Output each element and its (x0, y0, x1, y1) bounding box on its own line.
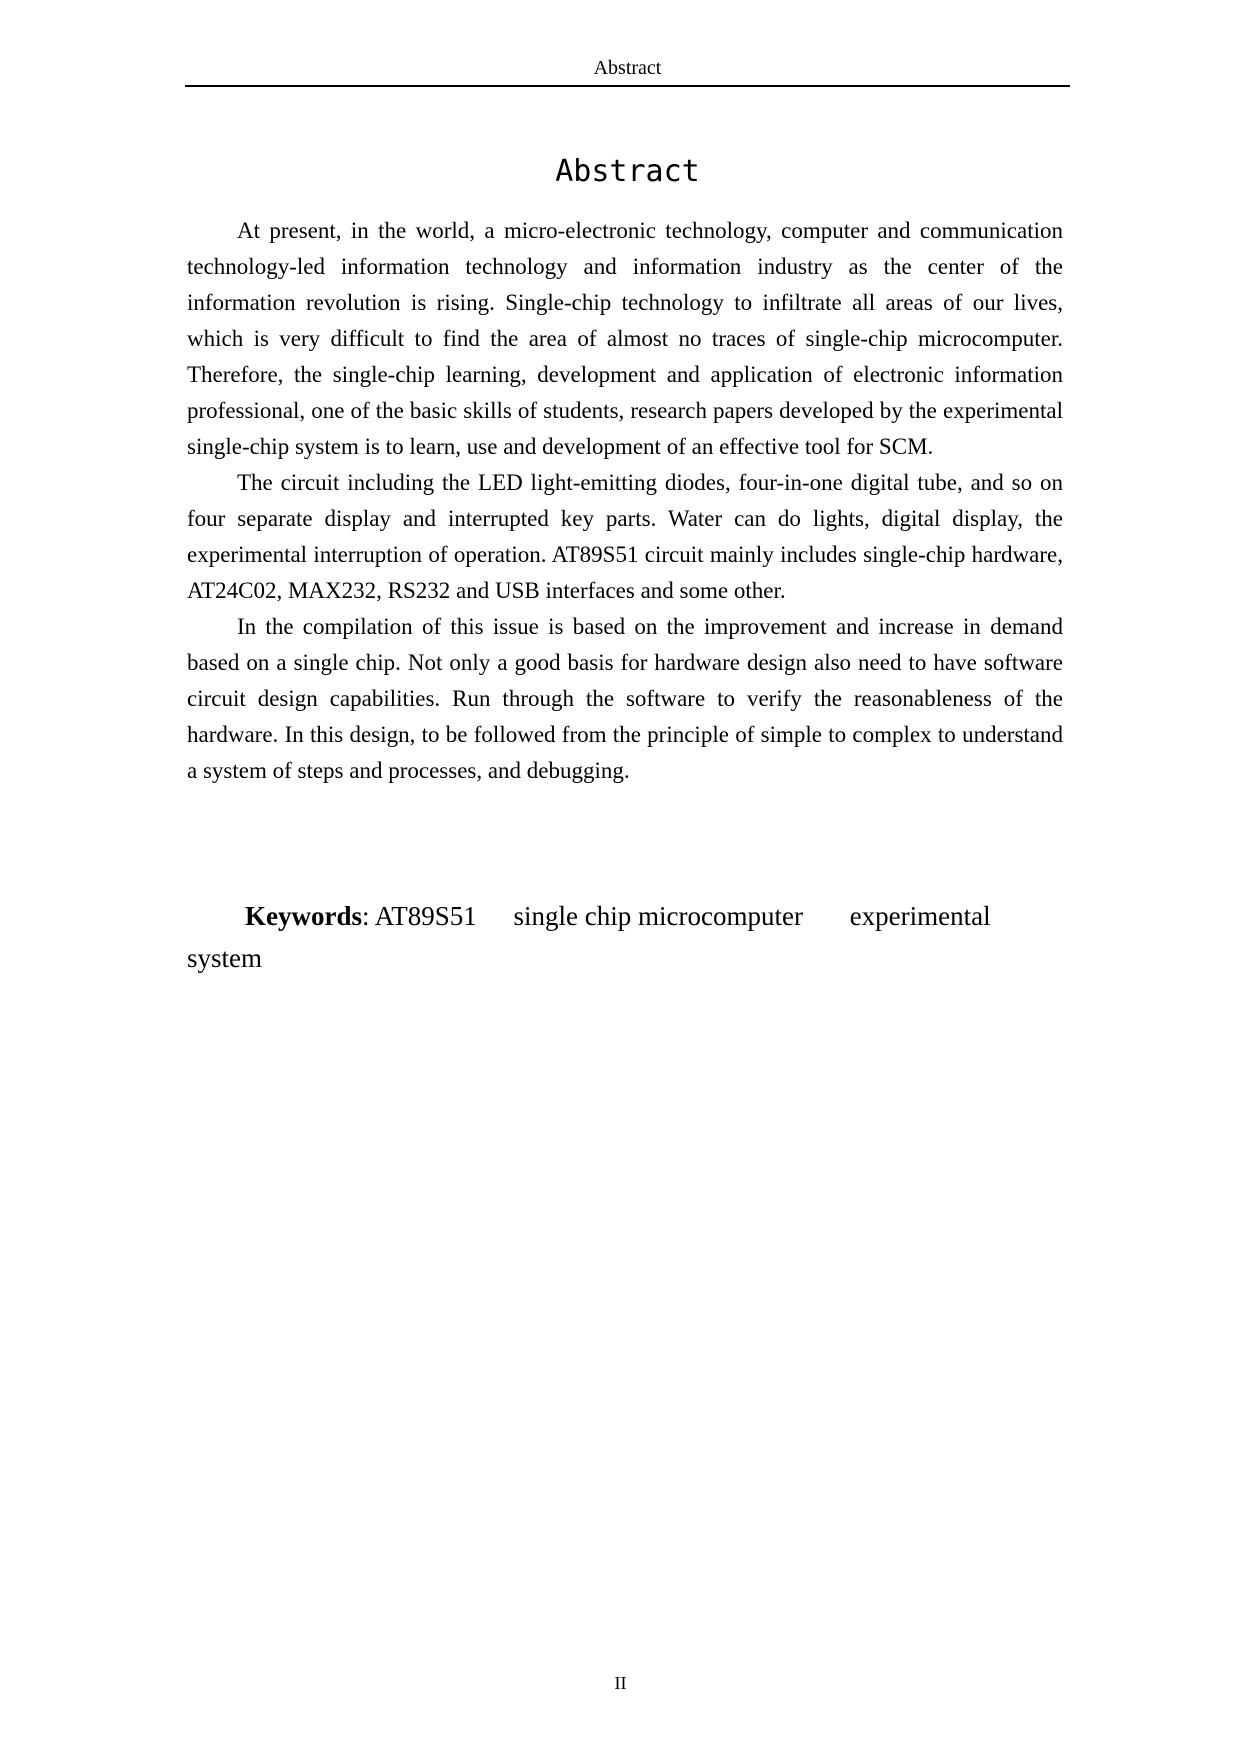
keyword-item: AT89S51 (374, 901, 477, 931)
keywords-line (187, 895, 1037, 979)
paragraph-1: At present, in the world, a micro-electronic technology, computer and communication technology-led information technology and information industry as the center of the information revolution is rising. Single-chip technology to infiltrate all areas of our lives, which is very difficult to find the area of almost no traces of single-chip microcomputer. Therefore, the single-chip learning, development and application of electronic information professional, one of the basic skills of students, research papers developed by the experimental single-chip system is to learn, use and development of an effective tool for SCM. (187, 218, 1063, 459)
header-rule (185, 85, 1070, 87)
abstract-body (187, 213, 1063, 789)
paragraph-3: In the compilation of this issue is based on the improvement and increase in demand based on a single chip. Not only a good basis for hardware design also need to have software circuit design capabilities. Run through the software to verify the reasonableness of the hardware. In this design, to be followed from the principle of simple to complex to understand a system of steps and processes, and debugging. (187, 614, 1063, 783)
keyword-item: single chip microcomputer (513, 901, 803, 931)
keyword-item: experimental system (187, 901, 991, 973)
page-title: Abstract (555, 154, 700, 189)
keywords-separator: : (362, 901, 375, 931)
paragraph-2: The circuit including the LED light-emitting diodes, four-in-one digital tube, and so on four separate display and interrupted key parts. Water can do lights, digital display, the experimental interruption of operation. AT89S51 circuit mainly includes single-chip hardware, AT24C02, MAX232, RS232 and USB interfaces and some other. (187, 470, 1063, 603)
running-header: Abstract (593, 57, 662, 79)
keywords-label: Keywords (245, 901, 362, 931)
page-number: II (614, 1673, 627, 1693)
